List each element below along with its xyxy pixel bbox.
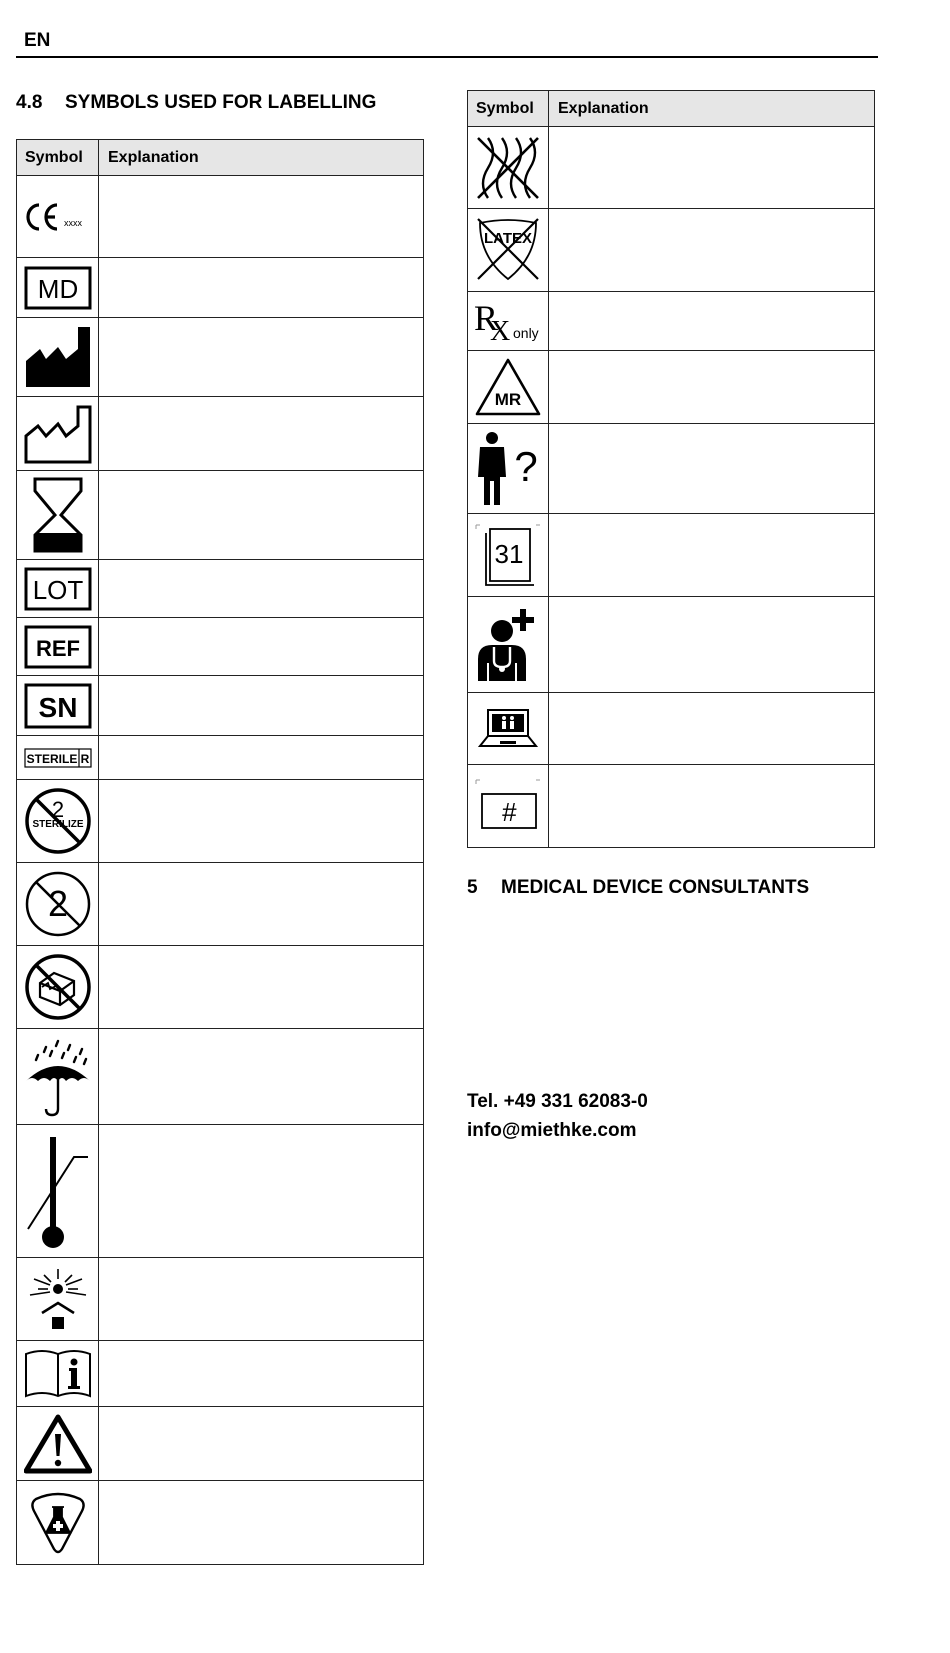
caution-icon bbox=[17, 1414, 98, 1474]
explanation-column-header: Explanation bbox=[549, 91, 875, 127]
medicinal-substance-icon bbox=[17, 1491, 98, 1555]
temperature-limit-icon bbox=[17, 1133, 98, 1249]
section-number: 4.8 bbox=[16, 92, 43, 113]
svg-text:REF: REF bbox=[35, 635, 80, 661]
symbol-column-header: Symbol bbox=[468, 91, 549, 127]
do-not-reuse-icon bbox=[17, 870, 98, 938]
svg-text:?: ? bbox=[514, 442, 538, 490]
section-title: MEDICAL DEVICE CONSULTANTS bbox=[501, 877, 810, 898]
mr-conditional-icon bbox=[468, 357, 548, 417]
consult-instructions-icon bbox=[17, 1348, 98, 1400]
svg-text:MD: MD bbox=[37, 273, 78, 304]
svg-text:SN: SN bbox=[38, 691, 77, 723]
sterile-radiation-icon bbox=[17, 747, 98, 769]
keep-dry-icon bbox=[17, 1037, 98, 1117]
svg-text:X: X bbox=[490, 316, 511, 344]
health-care-centre-icon bbox=[468, 607, 548, 683]
svg-text:STERILE: STERILE bbox=[26, 751, 77, 766]
symbol-column-header: Symbol bbox=[17, 140, 99, 176]
ce-mark-icon bbox=[17, 199, 98, 235]
svg-text:2: 2 bbox=[47, 883, 68, 924]
section-5-heading bbox=[467, 877, 809, 899]
catalogue-number-icon bbox=[17, 625, 98, 669]
svg-text:LOT: LOT bbox=[32, 574, 83, 605]
medical-device-icon bbox=[17, 266, 98, 310]
latex-free-icon bbox=[468, 217, 548, 283]
svg-text:LATEX: LATEX bbox=[483, 230, 533, 247]
svg-text:31: 31 bbox=[494, 539, 524, 569]
keep-away-from-sunlight-icon bbox=[17, 1265, 98, 1333]
language-code: EN bbox=[24, 30, 51, 51]
contact-email[interactable]: info@miethke.com bbox=[467, 1120, 637, 1141]
svg-text:R: R bbox=[474, 298, 499, 338]
do-not-resterilize-icon bbox=[17, 787, 98, 855]
symbols-table-left bbox=[16, 139, 424, 1565]
svg-text:R: R bbox=[80, 751, 89, 766]
date-of-manufacture-icon bbox=[17, 404, 98, 464]
patient-number-icon bbox=[468, 778, 548, 834]
svg-text:only: only bbox=[513, 325, 539, 341]
svg-text:xxxx: xxxx bbox=[63, 217, 82, 228]
svg-text:2: 2 bbox=[51, 797, 64, 822]
manufacturer-icon bbox=[17, 325, 98, 389]
date-icon bbox=[468, 521, 548, 589]
rx-only-icon bbox=[468, 298, 548, 344]
non-pyrogenic-icon bbox=[468, 134, 548, 202]
lot-number-icon bbox=[17, 567, 98, 611]
svg-text:MR: MR bbox=[494, 390, 522, 409]
contact-phone: Tel. +49 331 62083-0 bbox=[467, 1091, 648, 1112]
section-number: 5 bbox=[467, 877, 478, 898]
patient-information-icon bbox=[468, 431, 548, 507]
symbols-table-right bbox=[467, 90, 875, 848]
do-not-use-if-damaged-icon bbox=[17, 953, 98, 1021]
svg-text:#: # bbox=[501, 797, 517, 827]
serial-number-icon bbox=[17, 683, 98, 729]
section-4-8-heading bbox=[16, 92, 376, 114]
section-title: SYMBOLS USED FOR LABELLING bbox=[65, 92, 377, 113]
patient-information-website-icon bbox=[468, 706, 548, 752]
svg-text:STERILIZE: STERILIZE bbox=[31, 819, 84, 830]
explanation-column-header: Explanation bbox=[99, 140, 424, 176]
header-rule bbox=[16, 56, 878, 58]
use-by-date-icon bbox=[17, 477, 98, 553]
